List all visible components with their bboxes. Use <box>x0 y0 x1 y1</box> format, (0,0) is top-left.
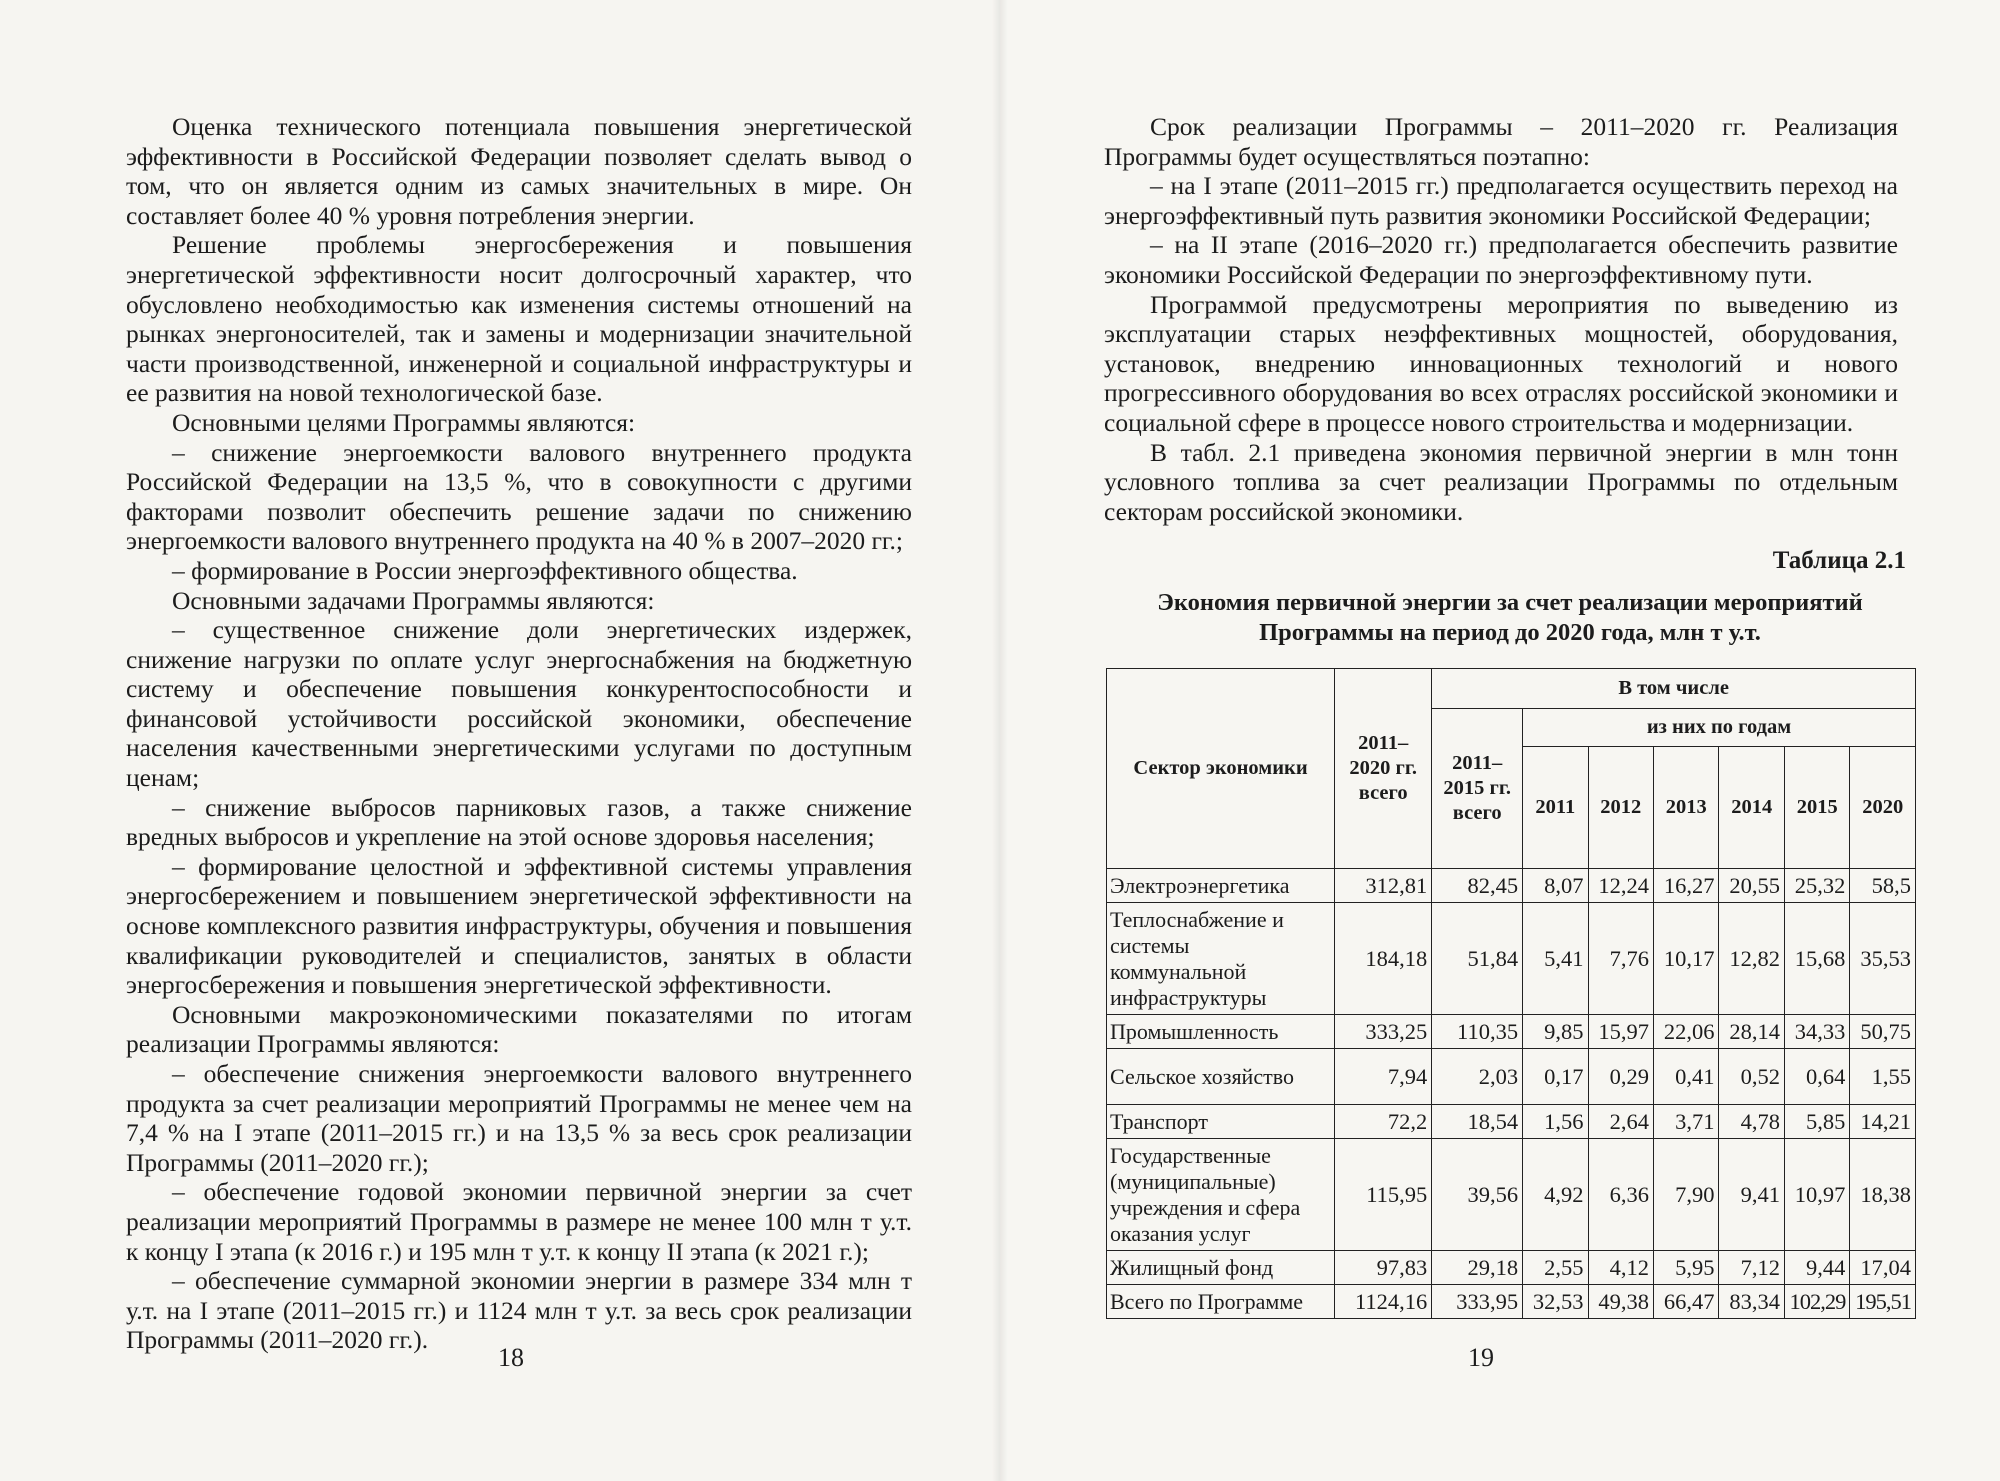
table-cell-value: 0,52 <box>1719 1049 1784 1105</box>
header-sector: Сектор экономики <box>1107 669 1335 869</box>
table-cell-value: 6,36 <box>1588 1139 1653 1251</box>
paragraph: Основными макроэкономическими показателями по итогам реализации Программы являются: <box>126 999 912 1059</box>
list-item: – обеспечение суммарной экономии энергии в размере 334 млн т у.т. на I этапе (2011–2015 гг.) и 1124 млн т у.т. за весь срок реализации Программы (2011–2020 гг.). <box>126 1266 912 1355</box>
table-caption: Таблица 2.1 <box>1772 547 1906 574</box>
table-title: Экономия первичной энергии за счет реализации мероприятий Программы на период до 2020 года, млн т у.т. <box>1157 589 1863 646</box>
page-number: 18 <box>498 1343 524 1372</box>
table-cell-value: 4,78 <box>1719 1105 1784 1139</box>
table-cell-value: 83,34 <box>1719 1285 1784 1319</box>
table-cell-value: 7,90 <box>1654 1139 1719 1251</box>
table-cell-value: 12,24 <box>1588 869 1653 903</box>
book-gutter <box>992 0 1008 1481</box>
table-cell-value: 102,29 <box>1784 1285 1849 1319</box>
table-cell-value: 0,41 <box>1654 1049 1719 1105</box>
paragraph: В табл. 2.1 приведена экономия первичной энергии в млн тонн условного топлива за счет реализации Программы по отдельным секторам российской экономики. <box>1104 437 1898 526</box>
table-cell-value: 2,03 <box>1432 1049 1523 1105</box>
table-row <box>1107 1251 1916 1285</box>
table-cell-value: 7,12 <box>1719 1251 1784 1285</box>
table-cell-sector: Промышленность <box>1107 1015 1335 1049</box>
table-cell-value: 2,64 <box>1588 1105 1653 1139</box>
paragraph: Оценка технического потенциала повышения энергетической эффективности в Российской Федерации позволяет сделать вывод о том, что он является одним из самых значительных в мире. Он составляет более 40 % уровня потребления энергии. <box>126 112 912 230</box>
table-cell-value: 7,76 <box>1588 903 1653 1015</box>
table-row <box>1107 1015 1916 1049</box>
table-cell-value: 15,97 <box>1588 1015 1653 1049</box>
table-cell-sector: Транспорт <box>1107 1105 1335 1139</box>
table-cell-value: 97,83 <box>1335 1251 1432 1285</box>
table-cell-sector: Теплоснабжение и системы коммунальной инфраструктуры <box>1107 903 1335 1015</box>
table-cell-value: 28,14 <box>1719 1015 1784 1049</box>
table-cell-value: 9,44 <box>1784 1251 1849 1285</box>
table-cell-value: 5,41 <box>1523 903 1588 1015</box>
table-cell-value: 0,29 <box>1588 1049 1653 1105</box>
list-item: – на II этапе (2016–2020 гг.) предполагается обеспечить развитие экономики Российской Федерации по энергоэффективному пути. <box>1104 230 1898 289</box>
header-year: 2020 <box>1850 747 1916 869</box>
table-cell-value: 1,55 <box>1850 1049 1916 1105</box>
table-cell-value: 29,18 <box>1432 1251 1523 1285</box>
table-cell-value: 20,55 <box>1719 869 1784 903</box>
table-cell-sector: Сельское хозяйство <box>1107 1049 1335 1105</box>
table-cell-value: 2,55 <box>1523 1251 1588 1285</box>
table-row <box>1107 1049 1916 1105</box>
header-year: 2012 <box>1588 747 1653 869</box>
table-cell-value: 0,64 <box>1784 1049 1849 1105</box>
table-cell-value: 5,95 <box>1654 1251 1719 1285</box>
header-year: 2013 <box>1654 747 1719 869</box>
left-page-text <box>126 112 912 1355</box>
table-cell-value: 0,17 <box>1523 1049 1588 1105</box>
table-row <box>1107 1139 1916 1251</box>
header-year: 2015 <box>1784 747 1849 869</box>
table-cell-sector: Жилищный фонд <box>1107 1251 1335 1285</box>
energy-savings-table <box>1106 668 1916 1319</box>
table-cell-value: 32,53 <box>1523 1285 1588 1319</box>
table-cell-value: 7,94 <box>1335 1049 1432 1105</box>
list-item: – формирование в России энергоэффективного общества. <box>172 555 798 585</box>
table-cell-value: 1124,16 <box>1335 1285 1432 1319</box>
table-cell-sector: Государственные (муниципальные) учреждения и сфера оказания услуг <box>1107 1139 1335 1251</box>
paragraph: Основными целями Программы являются: <box>172 407 636 437</box>
table-cell-value: 25,32 <box>1784 869 1849 903</box>
table-cell-value: 9,41 <box>1719 1139 1784 1251</box>
table-cell-value: 58,5 <box>1850 869 1916 903</box>
list-item: – снижение энергоемкости валового внутреннего продукта Российской Федерации на 13,5 %, что в совокупности с другими факторами позволит обеспечить решение задачи по снижению энергоемкости валового внутреннего продукта на 40 % в 2007–2020 гг.; <box>126 437 912 556</box>
table-cell-sector: Электроэнергетика <box>1107 869 1335 903</box>
table-cell-value: 115,95 <box>1335 1139 1432 1251</box>
list-item: – обеспечение годовой экономии первичной энергии за счет реализации мероприятий Программы в размере не менее 100 млн т у.т. к концу I этапа (к 2016 г.) и 195 млн т у.т. к концу II этапа (к 2021 г.); <box>126 1177 912 1266</box>
table-cell-value: 35,53 <box>1850 903 1916 1015</box>
table-row <box>1107 1285 1916 1319</box>
table-cell-value: 8,07 <box>1523 869 1588 903</box>
paragraph: Программой предусмотрены мероприятия по выведению из эксплуатации старых неэффективных мощностей, оборудования, установок, внедрению инновационных технологий и нового прогрессивного оборудования во всех отраслях российской экономики и социальной сфере в процессе нового строительства и модернизации. <box>1104 289 1898 437</box>
table-cell-value: 18,38 <box>1850 1139 1916 1251</box>
table-cell-value: 1,56 <box>1523 1105 1588 1139</box>
table-cell-value: 110,35 <box>1432 1015 1523 1049</box>
paragraph: Основными задачами Программы являются: <box>172 585 655 615</box>
table-cell-value: 34,33 <box>1784 1015 1849 1049</box>
table-cell-value: 10,97 <box>1784 1139 1849 1251</box>
table-cell-value: 49,38 <box>1588 1285 1653 1319</box>
header-year: 2014 <box>1719 747 1784 869</box>
right-page <box>1000 0 2000 1481</box>
table-cell-value: 16,27 <box>1654 869 1719 903</box>
header-including: В том числе <box>1432 669 1916 709</box>
table-cell-value: 9,85 <box>1523 1015 1588 1049</box>
list-item: – формирование целостной и эффективной системы управления энергосбережением и повышением энергетической эффективности на основе комплексного развития инфраструктуры, обучения и повышения квалификации руководителей и специалистов, занятых в области энергосбережения и повышения энергетической эффективности. <box>126 851 912 1000</box>
list-item: – обеспечение снижения энергоемкости валового внутреннего продукта за счет реализации мероприятий Программы не менее чем на 7,4 % на I этапе (2011–2015 гг.) и на 13,5 % за весь срок реализации Программы (2011–2020 гг.); <box>126 1059 912 1177</box>
table-cell-value: 66,47 <box>1654 1285 1719 1319</box>
table-cell-value: 333,95 <box>1432 1285 1523 1319</box>
list-item: – на I этапе (2011–2015 гг.) предполагается осуществить переход на энергоэффективный путь развития экономики Российской Федерации; <box>1104 171 1898 230</box>
paragraph: Срок реализации Программы – 2011–2020 гг. Реализация Программы будет осуществляться поэтапно: <box>1104 112 1898 171</box>
table-cell-sector: Всего по Программе <box>1107 1285 1335 1319</box>
table-cell-value: 184,18 <box>1335 903 1432 1015</box>
table-cell-value: 17,04 <box>1850 1251 1916 1285</box>
table-cell-value: 4,92 <box>1523 1139 1588 1251</box>
right-page-text <box>1104 112 1898 526</box>
header-year: 2011 <box>1523 747 1588 869</box>
table-cell-value: 5,85 <box>1784 1105 1849 1139</box>
page-number: 19 <box>1468 1343 1494 1372</box>
table-cell-value: 4,12 <box>1588 1251 1653 1285</box>
table-cell-value: 14,21 <box>1850 1105 1916 1139</box>
table-cell-value: 12,82 <box>1719 903 1784 1015</box>
table-row <box>1107 869 1916 903</box>
table-cell-value: 18,54 <box>1432 1105 1523 1139</box>
table-cell-value: 82,45 <box>1432 869 1523 903</box>
header-subtotal: 2011–2015 гг. всего <box>1432 709 1523 869</box>
table-row <box>1107 903 1916 1015</box>
table-cell-value: 72,2 <box>1335 1105 1432 1139</box>
table-cell-value: 10,17 <box>1654 903 1719 1015</box>
table-cell-value: 50,75 <box>1850 1015 1916 1049</box>
table-row <box>1107 1105 1916 1139</box>
table-cell-value: 51,84 <box>1432 903 1523 1015</box>
paragraph: Решение проблемы энергосбережения и повышения энергетической эффективности носит долгосрочный характер, что обусловлено необходимостью как изменения системы отношений на рынках энергоносителей, так и замены и модернизации значительной части производственной, инженерной и социальной инфраструктуры и ее развития на новой технологической базе. <box>126 230 912 408</box>
list-item: – существенное снижение доли энергетических издержек, снижение нагрузки по оплате услуг энергоснабжения на бюджетную систему и обеспечение повышения конкурентоспособности и финансовой устойчивости российской экономики, обеспечение населения качественными энергетическими услугами по доступным ценам; <box>126 615 912 793</box>
table-cell-value: 22,06 <box>1654 1015 1719 1049</box>
table-cell-value: 312,81 <box>1335 869 1432 903</box>
list-item: – снижение выбросов парниковых газов, а также снижение вредных выбросов и укрепление на этой основе здоровья населения; <box>126 792 912 852</box>
table-cell-value: 333,25 <box>1335 1015 1432 1049</box>
table-cell-value: 195,51 <box>1850 1285 1916 1319</box>
table-cell-value: 39,56 <box>1432 1139 1523 1251</box>
header-by-years: из них по годам <box>1523 709 1916 747</box>
table-cell-value: 3,71 <box>1654 1105 1719 1139</box>
table-cell-value: 15,68 <box>1784 903 1849 1015</box>
header-total: 2011–2020 гг. всего <box>1335 669 1432 869</box>
